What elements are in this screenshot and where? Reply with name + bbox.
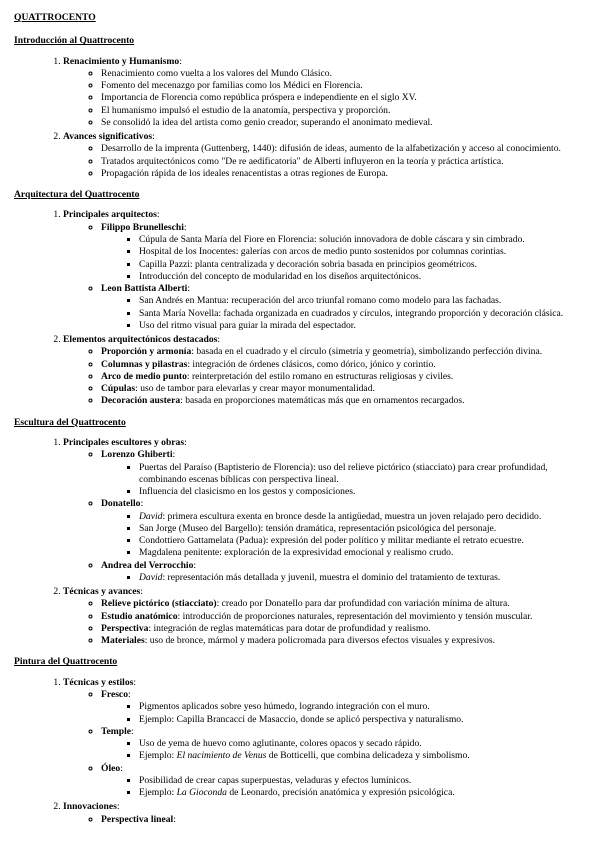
item-separator: : bbox=[116, 801, 120, 813]
item-text: de Botticelli, que combina delicadeza y simbolismo. bbox=[266, 750, 470, 762]
sub-sub-item bbox=[139, 308, 584, 320]
item-label: Leon Battista Alberti bbox=[101, 283, 188, 295]
item-text: : uso de bronce, mármol y madera policromada para diversos efectos visuales y expresivos. bbox=[144, 635, 496, 647]
outline-item bbox=[63, 677, 584, 800]
item-text: de Leonardo, precisión anatómica y expresión psicológica. bbox=[226, 787, 455, 799]
item-label: Perspectiva bbox=[101, 622, 149, 634]
item-label: Proporción y armonía bbox=[101, 346, 192, 358]
sub-item bbox=[101, 143, 584, 155]
sub-sub-item bbox=[139, 271, 584, 283]
item-separator: : bbox=[152, 131, 155, 143]
outline-item bbox=[63, 209, 584, 332]
item-label: Avances significativos bbox=[63, 131, 153, 143]
sub-item bbox=[101, 92, 584, 104]
sub-item bbox=[101, 726, 584, 763]
item-text: : representación más detallada y juvenil, muestra el dominio del tratamiento de texturas. bbox=[162, 571, 501, 583]
sub-sub-list bbox=[101, 738, 584, 763]
sub-sub-list bbox=[101, 295, 584, 332]
sub-list bbox=[63, 222, 584, 332]
sub-item bbox=[101, 117, 584, 129]
item-text: Desarrollo de la imprenta (Guttenberg, 1440): difusión de ideas, aumento de la alfabetización y acceso al conocimiento. bbox=[101, 143, 561, 155]
sub-list bbox=[63, 598, 584, 647]
outline-list bbox=[14, 677, 584, 826]
item-separator: : bbox=[131, 725, 134, 737]
item-text: Pigmentos aplicados sobre yeso húmedo, logrando integración con el muro. bbox=[139, 701, 430, 713]
item-separator: : bbox=[183, 221, 187, 233]
item-text: Hospital de los Inocentes: galerías con arcos de medio punto sostenidos por columnas corintias. bbox=[139, 246, 507, 258]
sub-item bbox=[101, 222, 584, 283]
sub-sub-item bbox=[139, 234, 584, 246]
section bbox=[14, 35, 584, 180]
item-text: : introducción de proporciones naturales, representación del movimiento y tensión muscular. bbox=[177, 610, 533, 622]
item-label: Filippo Brunelleschi bbox=[101, 221, 184, 233]
sub-item bbox=[101, 623, 584, 635]
item-separator: : bbox=[193, 559, 197, 571]
sub-sub-list bbox=[101, 234, 584, 283]
item-emphasis: David bbox=[139, 571, 163, 583]
sub-item bbox=[101, 598, 584, 610]
sub-list bbox=[63, 449, 584, 584]
document-title: QUATTROCENTO bbox=[14, 12, 96, 23]
item-text: San Andrés en Mantua: recuperación del arco triunfal romano como modelo para las fachadas. bbox=[139, 295, 502, 307]
sub-sub-list bbox=[101, 775, 584, 800]
section-heading: Pintura del Quattrocento bbox=[14, 656, 118, 668]
section bbox=[14, 656, 584, 825]
sub-list bbox=[63, 68, 584, 129]
item-emphasis: El nacimiento de Venus bbox=[176, 750, 267, 762]
item-text: Magdalena penitente: exploración de la expresividad emocional y realismo crudo. bbox=[139, 547, 454, 559]
sub-sub-item bbox=[139, 486, 584, 498]
sub-sub-item bbox=[139, 787, 584, 799]
item-separator: : bbox=[217, 334, 221, 346]
item-label: Estudio anatómico bbox=[101, 610, 178, 622]
item-label: Elementos arquitectónicos destacados bbox=[63, 334, 218, 346]
item-label: Principales arquitectos bbox=[63, 209, 157, 221]
sub-sub-item bbox=[139, 523, 584, 535]
sub-item bbox=[101, 346, 584, 358]
item-separator: : bbox=[120, 762, 123, 774]
sub-item bbox=[101, 359, 584, 371]
sub-item bbox=[101, 156, 584, 168]
item-text: : creado por Donatello para dar profundidad con variación mínima de altura. bbox=[216, 598, 510, 610]
item-label: Andrea del Verrocchio bbox=[101, 559, 194, 571]
item-label: Óleo bbox=[101, 762, 121, 774]
item-label: Fresco bbox=[101, 689, 128, 701]
outline-list bbox=[14, 56, 584, 181]
section bbox=[14, 189, 584, 408]
section-heading: Arquitectura del Quattrocento bbox=[14, 189, 140, 201]
outline-item bbox=[63, 586, 584, 647]
sub-sub-item bbox=[139, 547, 584, 559]
sub-item bbox=[101, 498, 584, 559]
sub-item bbox=[101, 105, 584, 117]
sub-sub-item bbox=[139, 462, 584, 487]
item-prefix: Ejemplo: bbox=[139, 750, 177, 762]
item-text: Uso del ritmo visual para guiar la mirada del espectador. bbox=[139, 319, 356, 331]
item-text: Cúpula de Santa María del Fiore en Florencia: solución innovadora de doble cáscara y sin cimbrado. bbox=[139, 233, 525, 245]
sub-sub-list bbox=[101, 572, 584, 584]
item-separator: : bbox=[184, 436, 187, 448]
outline-item bbox=[63, 334, 584, 408]
sub-sub-list bbox=[101, 511, 584, 560]
item-text: Se consolidó la idea del artista como genio creador, superando el anonimato medieval. bbox=[101, 116, 433, 128]
item-separator: : bbox=[173, 813, 176, 825]
item-text: Santa María Novella: fachada organizada en cuadrados y círculos, integrando proporción y decoración clásica. bbox=[139, 307, 564, 319]
item-text: Condottiero Gattamelata (Padua): expresión del poder político y militar mediante el retrato ecuestre. bbox=[139, 535, 524, 547]
item-separator: : bbox=[128, 689, 131, 701]
sub-item bbox=[101, 395, 584, 407]
sub-sub-item bbox=[139, 246, 584, 258]
sub-list bbox=[63, 689, 584, 799]
item-separator: : bbox=[187, 283, 191, 295]
item-text: El humanismo impulsó el estudio de la anatomía, perspectiva y proporción. bbox=[101, 104, 391, 116]
outline-item bbox=[63, 56, 584, 130]
item-text: Propagación rápida de los ideales renacentistas a otras regiones de Europa. bbox=[101, 167, 388, 179]
sub-list bbox=[63, 814, 584, 826]
sub-sub-item bbox=[139, 320, 584, 332]
item-text: Fomento del mecenazgo por familias como los Médici en Florencia. bbox=[101, 80, 363, 92]
item-text: Tratados arquitectónicos como "De re aedificatoria" de Alberti influyeron en la teoría y práctica artística. bbox=[101, 155, 504, 167]
item-text: Puertas del Paraíso (Baptisterio de Florencia): uso del relieve pictórico (stiacciato) para crear profundidad, combinando escenas bíblicas con perspectiva lineal. bbox=[139, 461, 548, 485]
item-label: Materiales bbox=[101, 635, 145, 647]
item-label: Decoración austera bbox=[101, 395, 181, 407]
sub-item bbox=[101, 449, 584, 498]
item-text: Importancia de Florencia como república próspera e independiente en el siglo XV. bbox=[101, 92, 417, 104]
item-separator: : bbox=[172, 449, 176, 461]
item-label: Relieve pictórico (stiacciato) bbox=[101, 598, 217, 610]
item-text: Influencia del clasicismo en los gestos y composiciones. bbox=[139, 486, 356, 498]
item-text: Renacimiento como vuelta a los valores del Mundo Clásico. bbox=[101, 67, 332, 79]
outline-list bbox=[14, 437, 584, 648]
item-text: : basada en proporciones matemáticas más que en ornamentos recargados. bbox=[180, 395, 465, 407]
sub-sub-item bbox=[139, 750, 584, 762]
item-label: Temple bbox=[101, 725, 132, 737]
item-text: Capilla Pazzi: planta centralizada y decoración sobria basada en principios geométricos. bbox=[139, 258, 478, 270]
outline-item bbox=[63, 801, 584, 826]
sub-item bbox=[101, 635, 584, 647]
item-label: Perspectiva lineal bbox=[101, 813, 174, 825]
item-label: Renacimiento y Humanismo bbox=[63, 55, 180, 67]
outline-list bbox=[14, 209, 584, 407]
item-prefix: Ejemplo: bbox=[139, 787, 177, 799]
sub-item bbox=[101, 611, 584, 623]
sub-sub-list bbox=[101, 701, 584, 726]
item-label: Técnicas y avances bbox=[63, 586, 141, 598]
item-text: Ejemplo: Capilla Brancacci de Masaccio, donde se aplicó perspectiva y naturalismo. bbox=[139, 713, 464, 725]
sub-item bbox=[101, 383, 584, 395]
item-label: Cúpulas bbox=[101, 383, 136, 395]
sub-sub-list bbox=[101, 462, 584, 499]
section-heading: Introducción al Quattrocento bbox=[14, 35, 135, 47]
sub-sub-item bbox=[139, 572, 584, 584]
item-text: : integración de órdenes clásicos, como dórico, jónico y corintio. bbox=[187, 358, 436, 370]
sub-list bbox=[63, 346, 584, 407]
sub-item bbox=[101, 689, 584, 726]
item-label: Lorenzo Ghiberti bbox=[101, 449, 173, 461]
sub-sub-item bbox=[139, 738, 584, 750]
item-label: Principales escultores y obras bbox=[63, 436, 185, 448]
item-separator: : bbox=[140, 586, 143, 598]
outline-item bbox=[63, 437, 584, 584]
item-text: Introducción del concepto de modularidad en los diseños arquitectónicos. bbox=[139, 270, 422, 282]
sub-list bbox=[63, 143, 584, 180]
sub-sub-item bbox=[139, 535, 584, 547]
item-label: Innovaciones bbox=[63, 801, 117, 813]
sub-item bbox=[101, 763, 584, 800]
sub-item bbox=[101, 80, 584, 92]
sub-item bbox=[101, 560, 584, 585]
sub-sub-item bbox=[139, 259, 584, 271]
item-text: : reinterpretación del estilo romano en estructuras religiosas y civiles. bbox=[186, 370, 454, 382]
sub-sub-item bbox=[139, 511, 584, 523]
item-emphasis: La Gioconda bbox=[176, 787, 227, 799]
outline-item bbox=[63, 131, 584, 180]
sub-item bbox=[101, 283, 584, 332]
item-text: : integración de reglas matemáticas para dotar de profundidad y realismo. bbox=[148, 622, 431, 634]
item-label: Arco de medio punto bbox=[101, 370, 187, 382]
item-text: : primera escultura exenta en bronce desde la antigüedad, muestra un joven relajado pero decidido. bbox=[162, 510, 542, 522]
item-text: : basada en el cuadrado y el círculo (simetría y geometría), simbolizando perfección divina. bbox=[191, 346, 543, 358]
section bbox=[14, 417, 584, 648]
item-separator: : bbox=[140, 498, 144, 510]
item-text: : uso de tambor para elevarlas y crear mayor monumentalidad. bbox=[135, 383, 375, 395]
sub-item bbox=[101, 814, 584, 826]
item-separator: : bbox=[179, 55, 182, 67]
item-emphasis: David bbox=[139, 510, 163, 522]
item-text: Posibilidad de crear capas superpuestas, veladuras y efectos lumínicos. bbox=[139, 774, 412, 786]
sections-container bbox=[14, 35, 584, 826]
sub-item bbox=[101, 68, 584, 80]
sub-sub-item bbox=[139, 775, 584, 787]
item-text: San Jorge (Museo del Bargello): tensión dramática, representación psicológica del personaje. bbox=[139, 522, 497, 534]
item-separator: : bbox=[156, 209, 160, 221]
item-label: Donatello bbox=[101, 498, 141, 510]
item-separator: : bbox=[133, 676, 137, 688]
sub-sub-item bbox=[139, 295, 584, 307]
item-text: Uso de yema de huevo como aglutinante, colores opacos y secado rápido. bbox=[139, 738, 422, 750]
item-label: Técnicas y estilos bbox=[63, 676, 134, 688]
sub-sub-item bbox=[139, 714, 584, 726]
sub-item bbox=[101, 168, 584, 180]
sub-item bbox=[101, 371, 584, 383]
sub-sub-item bbox=[139, 701, 584, 713]
item-label: Columnas y pilastras bbox=[101, 358, 188, 370]
section-heading: Escultura del Quattrocento bbox=[14, 416, 126, 428]
